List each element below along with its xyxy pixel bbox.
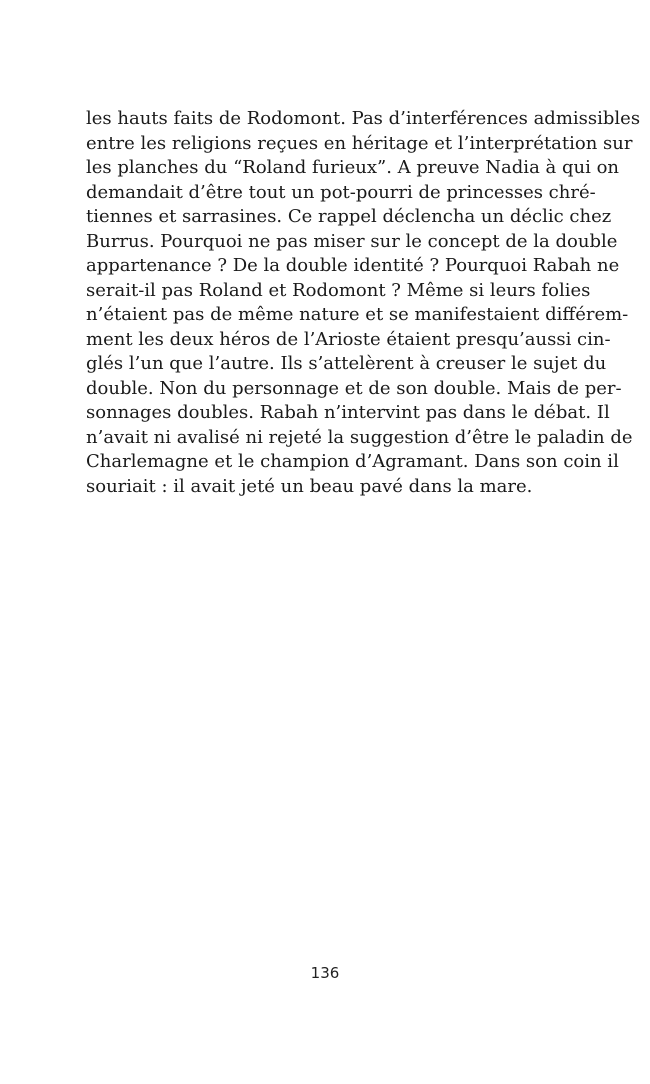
text-line: appartenance ? De la double identité ? Pourquoi Rabah ne (86, 255, 620, 276)
text-line: glés l’un que l’autre. Ils s’attelèrent à creuser le sujet du (86, 353, 607, 374)
text-line: serait-il pas Roland et Rodomont ? Même si leurs folies (86, 279, 591, 301)
text-line: tiennes et sarrasines. Ce rappel déclencha un déclic chez (86, 206, 612, 227)
text-line: Burrus. Pourquoi ne pas miser sur le concept de la double (86, 230, 618, 252)
text-line: les planches du “Roland furieux”. A preuve Nadia à qui on (86, 157, 619, 178)
text-line: sonnages doubles. Rabah n’intervint pas dans le débat. Il (86, 402, 610, 423)
text-line: n’avait ni avalisé ni rejeté la suggestion d’être le paladin de (86, 426, 633, 448)
page-number: 136 (310, 964, 340, 982)
text-line: double. Non du personnage et de son double. Mais de per- (86, 377, 622, 399)
text-line: ment les deux héros de l’Arioste étaient presqu’aussi cin- (86, 328, 611, 350)
text-line-last: souriait : il avait jeté un beau pavé dans la mare. (86, 475, 533, 497)
text-line: demandait d’être tout un pot-pourri de princesses chré- (86, 181, 596, 203)
text-line: Charlemagne et le champion d’Agramant. Dans son coin il (86, 451, 619, 472)
text-line: entre les religions reçues en héritage et l’interprétation sur (86, 132, 633, 154)
text-line: les hauts faits de Rodomont. Pas d’interférences admissibles (86, 108, 641, 129)
body-text (86, 107, 641, 499)
text-line: n’étaient pas de même nature et se manifestaient différem- (86, 304, 629, 325)
